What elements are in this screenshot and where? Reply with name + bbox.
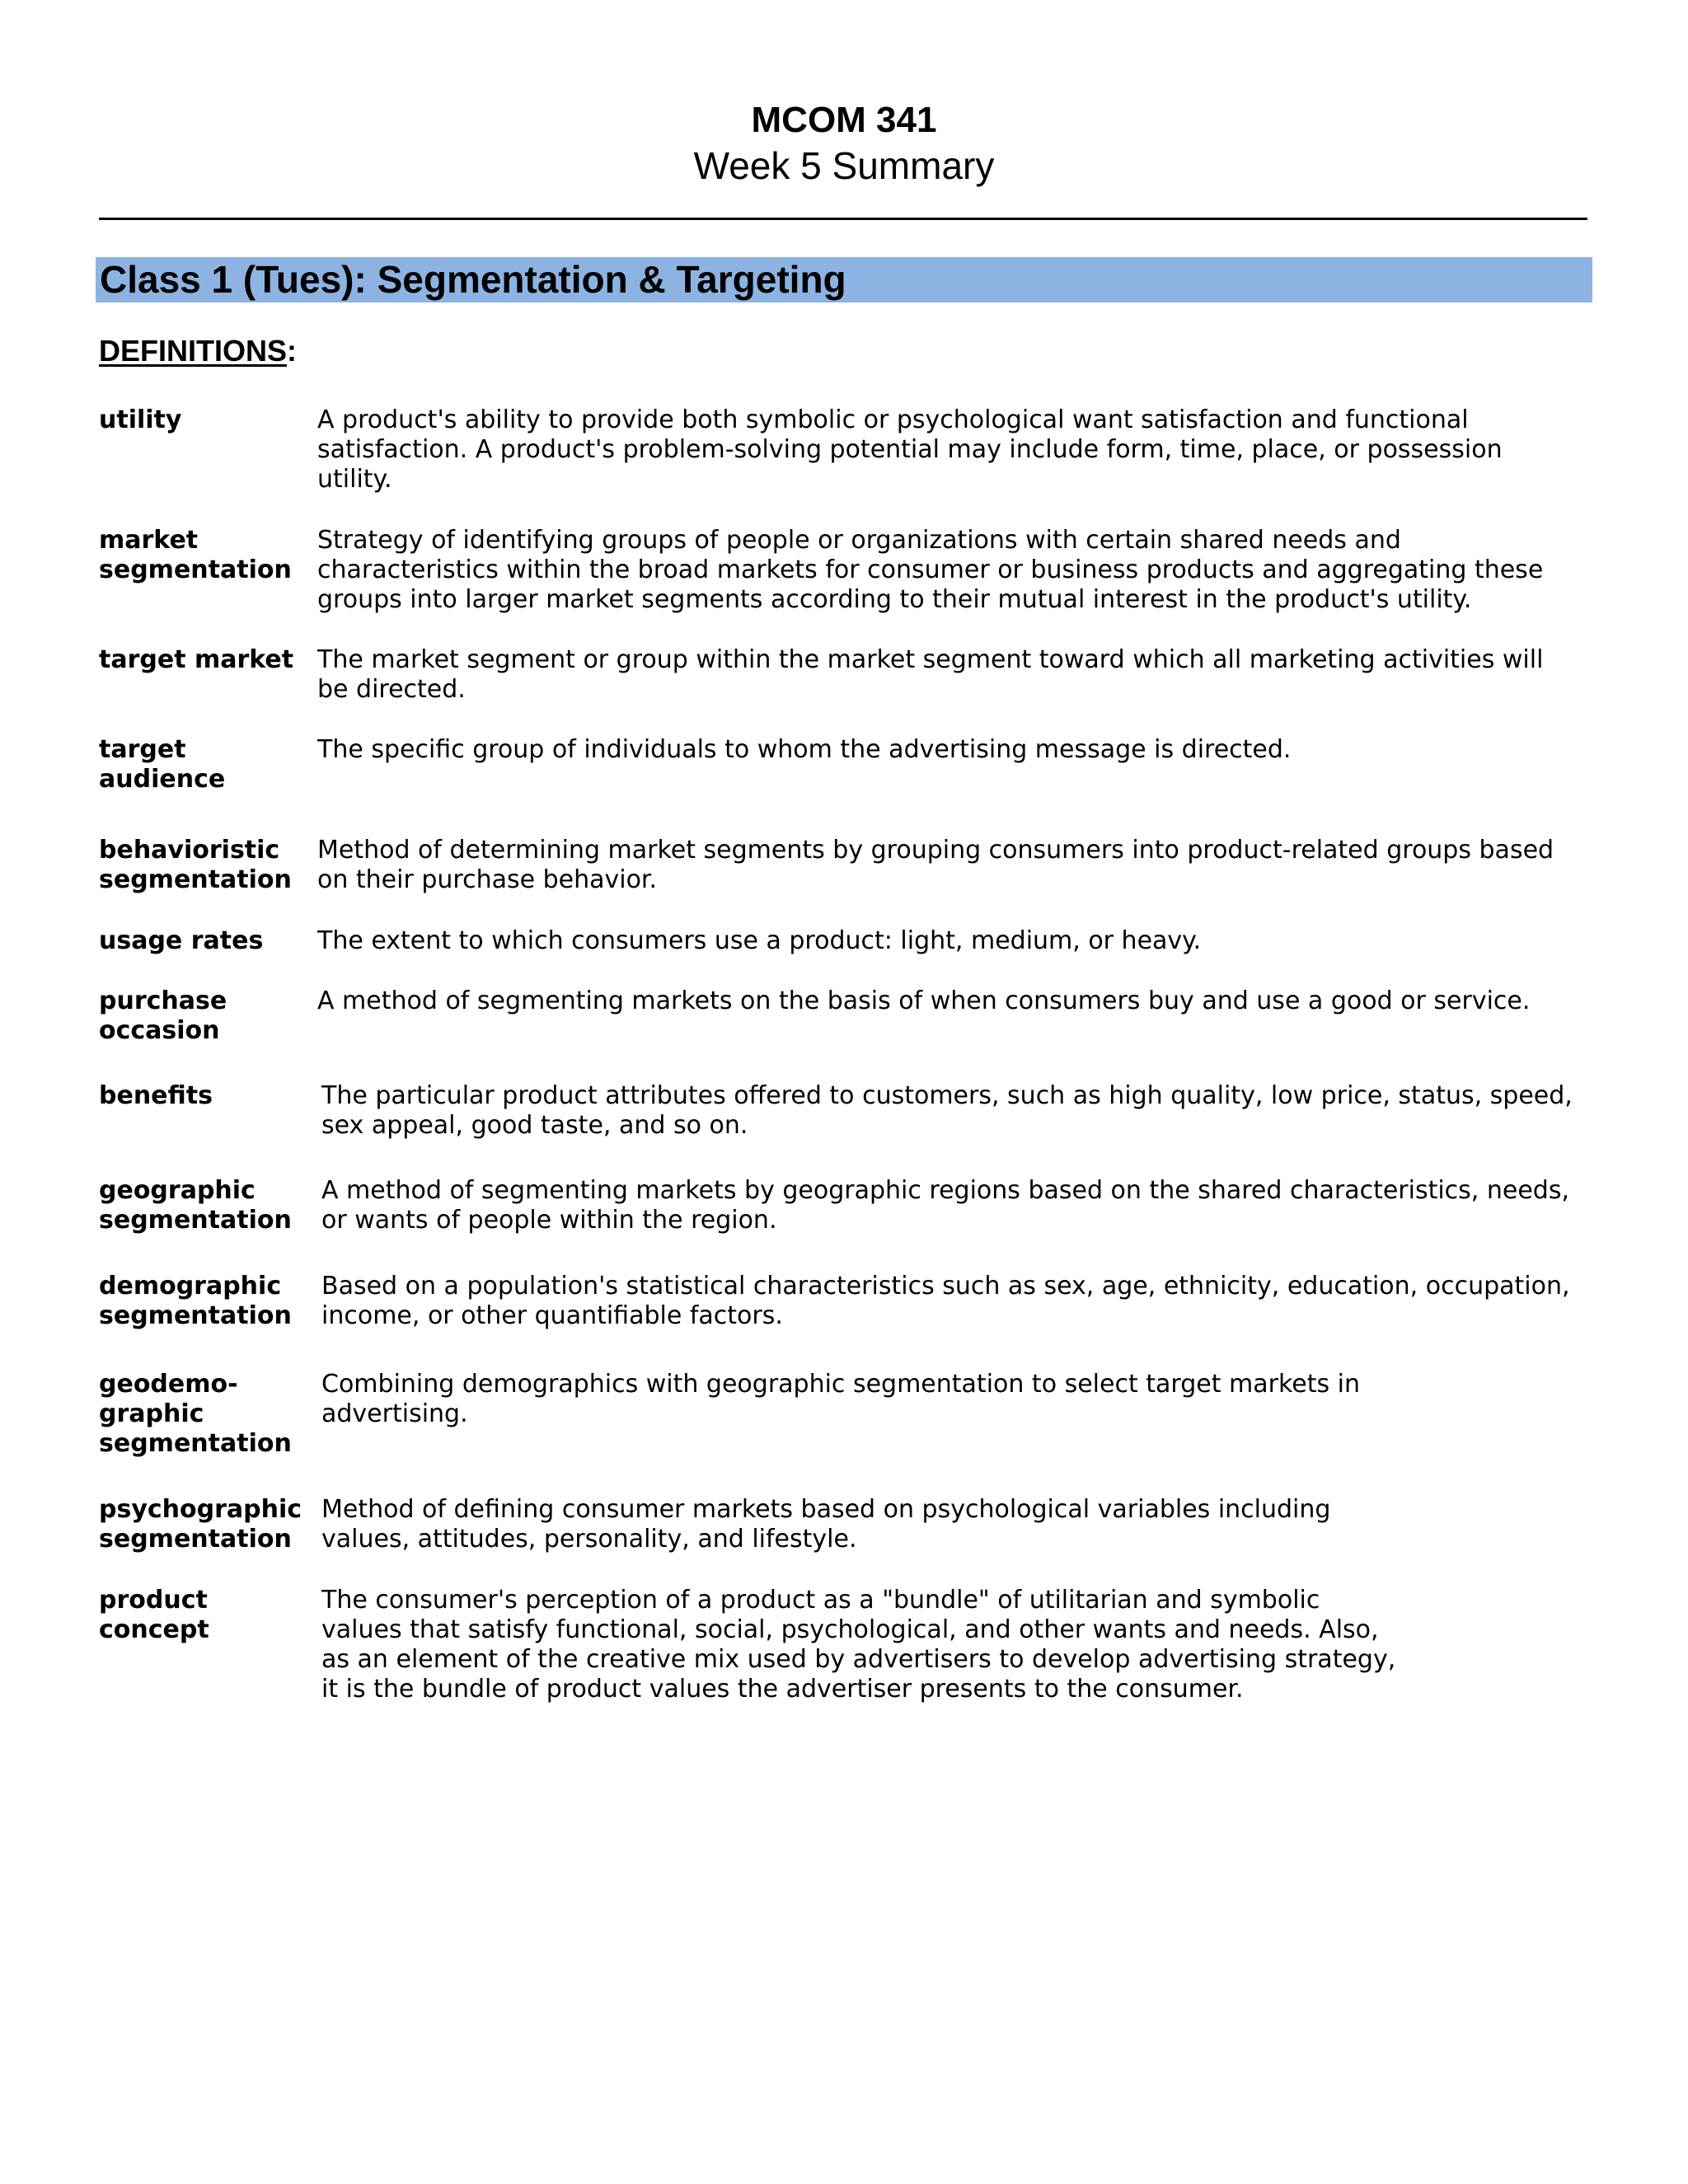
definition-term-utility: utility bbox=[99, 405, 182, 434]
definition-text-behavioristic-segmentation: Method of determining market segments by grouping consumers into product-related groups based on their purchase behavior. bbox=[317, 836, 1554, 894]
definition-term-market-segmentation: market segmentation bbox=[99, 526, 292, 584]
document-title: MCOM 341 bbox=[751, 100, 937, 140]
definition-text-purchase-occasion: A method of segmenting markets on the basis of when consumers buy and use a good or service. bbox=[317, 987, 1531, 1015]
definition-term-usage-rates: usage rates bbox=[99, 926, 264, 955]
definition-term-benefits: benefits bbox=[99, 1081, 213, 1110]
definition-text-geodemographic-segmentation: Combining demographics with geographic segmentation to select target markets in advertising. bbox=[321, 1370, 1360, 1428]
definition-term-target-audience: target audience bbox=[99, 735, 226, 794]
definition-term-purchase-occasion: purchase occasion bbox=[99, 987, 227, 1045]
definition-term-geodemographic-segmentation: geodemo- graphic segmentation bbox=[99, 1370, 292, 1458]
definitions-heading bbox=[99, 333, 297, 369]
definition-term-target-market: target market bbox=[99, 645, 294, 674]
definition-term-product-concept: product concept bbox=[99, 1586, 209, 1644]
document-subtitle: Week 5 Summary bbox=[693, 144, 995, 187]
definition-term-behavioristic-segmentation: behavioristic segmentation bbox=[99, 836, 292, 894]
section-title: Class 1 (Tues): Segmentation & Targeting bbox=[100, 258, 846, 301]
definition-text-usage-rates: The extent to which consumers use a product: light, medium, or heavy. bbox=[317, 926, 1202, 955]
title-divider bbox=[99, 218, 1587, 220]
definitions-heading-label: DEFINITIONS bbox=[99, 334, 288, 368]
definition-term-psychographic-segmentation: psychographic segmentation bbox=[99, 1495, 302, 1554]
definition-text-geographic-segmentation: A method of segmenting markets by geographic regions based on the shared characteristics, needs, or wants of people within the region. bbox=[321, 1176, 1570, 1235]
definition-text-demographic-segmentation: Based on a population's statistical characteristics such as sex, age, ethnicity, education, occupation, income, or other quantifiable factors. bbox=[321, 1272, 1570, 1330]
definition-text-target-audience: The specific group of individuals to whom the advertising message is directed. bbox=[317, 735, 1292, 764]
definition-text-target-market: The market segment or group within the market segment toward which all marketing activities will be directed. bbox=[317, 645, 1544, 704]
definition-text-benefits: The particular product attributes offered to customers, such as high quality, low price, status, speed, sex appeal, good taste, and so on. bbox=[321, 1081, 1573, 1140]
definitions-heading-colon: : bbox=[287, 334, 298, 368]
definition-text-market-segmentation: Strategy of identifying groups of people or organizations with certain shared needs and characteristics within the broad markets for consumer or business products and aggregating these groups into larger market segments according to their mutual interest in the product's utility. bbox=[317, 526, 1544, 614]
definition-term-geographic-segmentation: geographic segmentation bbox=[99, 1176, 292, 1235]
definition-term-demographic-segmentation: demographic segmentation bbox=[99, 1272, 292, 1330]
definition-text-utility: A product's ability to provide both symbolic or psychological want satisfaction and functional satisfaction. A product's problem-solving potential may include form, time, place, or possession utility. bbox=[317, 405, 1503, 494]
definition-text-psychographic-segmentation: Method of defining consumer markets based on psychological variables including values, attitudes, personality, and lifestyle. bbox=[321, 1495, 1331, 1554]
definition-text-product-concept: The consumer's perception of a product as a "bundle" of utilitarian and symbolic values that satisfy functional, social, psychological, and other wants and needs. Also, as an element of the creative mix used by advertisers to develop advertising strategy, it is the bundle of product values the advertiser presents to the consumer. bbox=[321, 1586, 1396, 1704]
